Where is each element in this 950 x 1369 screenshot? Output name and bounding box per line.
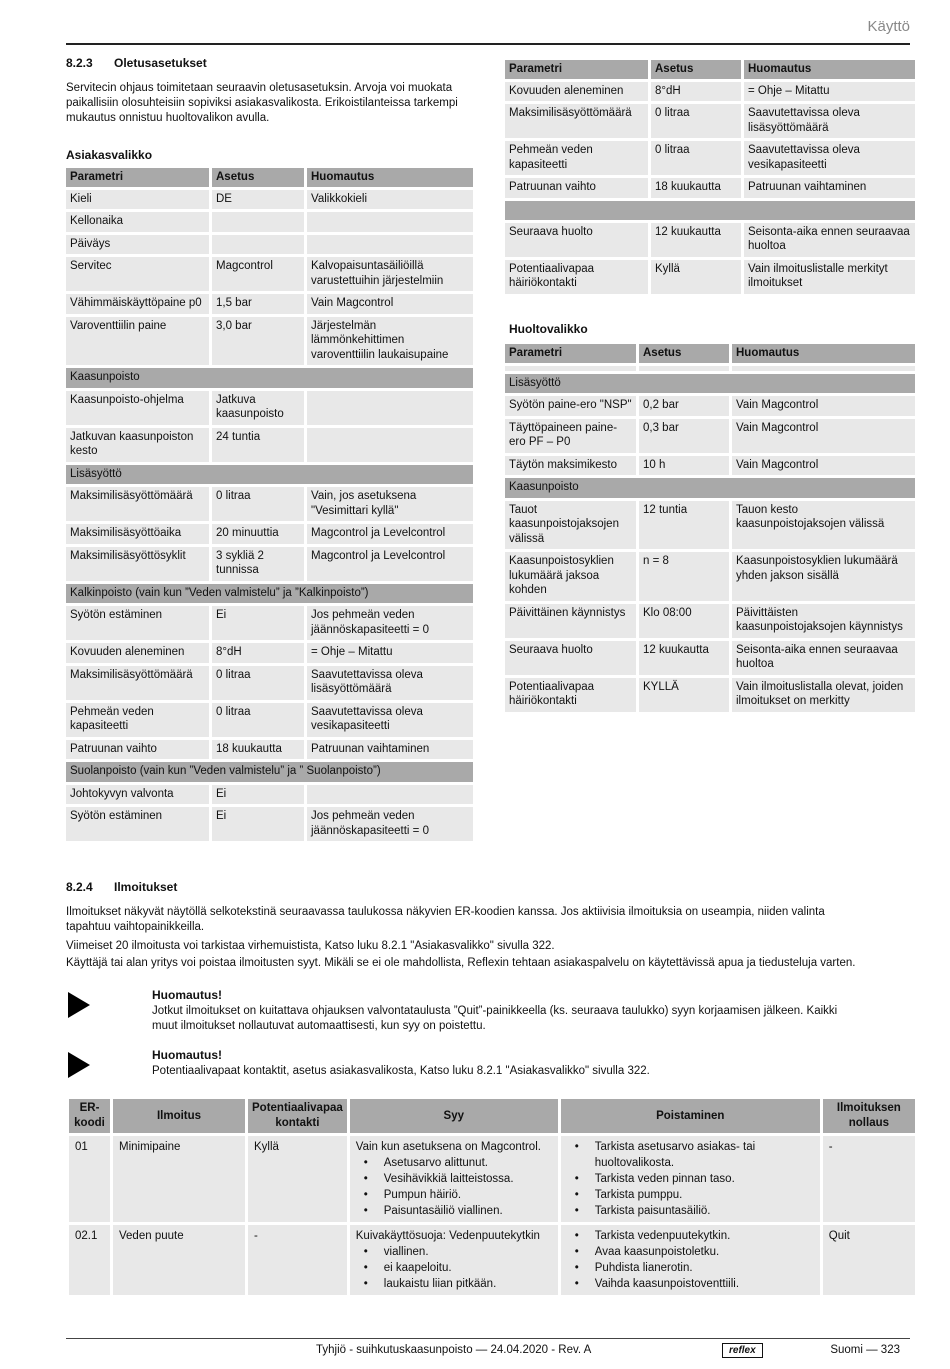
section-title-824 <box>66 880 177 894</box>
value-cell: 3 sykliä 2 tunnissa <box>212 547 304 581</box>
param-cell: Maksimilisäsyöttömäärä <box>66 666 209 700</box>
param-cell: Maksimilisäsyöttömäärä <box>66 487 209 521</box>
table-row <box>505 178 915 198</box>
param-cell: Kovuuden aleneminen <box>66 643 209 663</box>
group-row <box>66 465 473 485</box>
value-cell: 12 kuukautta <box>651 223 741 257</box>
group-label: Kalkinpoisto (vain kun ”Veden valmistelu” ja ”Kalkinpoisto”) <box>66 584 473 604</box>
param-cell: Kieli <box>66 190 209 210</box>
value-cell: 0 litraa <box>651 104 741 138</box>
er-code: 01 <box>69 1136 110 1222</box>
value-cell: 0 litraa <box>212 487 304 521</box>
note-cell: Seisonta-aika ennen seuraavaa huoltoa <box>732 641 915 675</box>
col-header: Ilmoitus <box>113 1099 245 1133</box>
running-header: Käyttö <box>867 18 910 35</box>
note-cell: Vain ilmoituslistalla olevat, joiden ilmoitukset on merkitty <box>732 678 915 712</box>
ilmoitukset-paragraph-1: Ilmoitukset näkyvät näytöllä selkotekstinä seuraavassa taulukossa näkyvien ER-koodien kanssa. Jos aktiivisia ilmoituksia on useampia, niiden valinta tapahtuu vaihtopainikkeilla. <box>66 906 825 933</box>
table-row <box>505 141 915 175</box>
er-codes-table <box>66 1096 918 1298</box>
table-row <box>66 428 473 462</box>
table-row <box>66 190 473 210</box>
footer-document-title: Tyhjiö - suihkutuskaasunpoisto — 24.04.2020 - Rev. A <box>316 1344 592 1356</box>
note-cell: Jos pehmeän veden jäännöskapasiteetti = 0 <box>307 807 473 841</box>
value-cell: 0,2 bar <box>639 396 729 416</box>
er-cause <box>350 1225 558 1295</box>
note-cell: Valikkokieli <box>307 190 473 210</box>
value-cell: DE <box>212 190 304 210</box>
value-cell <box>212 235 304 255</box>
footer-rule <box>66 1338 910 1339</box>
er-code: 02.1 <box>69 1225 110 1295</box>
value-cell: 18 kuukautta <box>651 178 741 198</box>
note-cell: Vain Magcontrol <box>732 419 915 453</box>
reflex-logo: reflex <box>722 1343 763 1358</box>
col-header: Asetus <box>651 60 741 79</box>
section-heading: Oletusasetukset <box>114 56 207 70</box>
note-cell: Vain Magcontrol <box>307 294 473 314</box>
cause-intro: Vain kun asetuksena on Magcontrol. <box>355 1141 541 1153</box>
note-text: Potentiaalivapaat kontaktit, asetus asiakasvalikosta, Katso luku 8.2.1 "Asiakasvalikko" sivulla 322. <box>152 1065 650 1077</box>
note-text: Jotkut ilmoitukset on kuitattava ohjauksen valvontataulusta ”Quit”-painikkeella (ks. seuraava taulukko) syyn korjaamisen jälkeen. Kaikki muut ilmoitukset nollautuvat automaattisesti, kun syy on poistettu. <box>152 1005 838 1032</box>
value-cell: Ei <box>212 807 304 841</box>
note-cell: Tauon kesto kaasunpoistojaksojen välissä <box>732 501 915 550</box>
note-cell: Vain Magcontrol <box>732 396 915 416</box>
table-row <box>505 82 915 102</box>
asiakasvalikko-heading: Asiakasvalikko <box>66 148 153 162</box>
col-header: Asetus <box>639 344 729 363</box>
table-row <box>66 807 473 841</box>
param-cell: Täytön maksimikesto <box>505 456 636 476</box>
note-cell: Saavutettavissa oleva lisäsyöttömäärä <box>307 666 473 700</box>
value-cell: Klo 08:00 <box>639 604 729 638</box>
param-cell: Servitec <box>66 257 209 291</box>
list-item: • Tarkista paisuntasäiliö. <box>567 1203 814 1219</box>
er-cause <box>350 1136 558 1222</box>
group-row <box>66 368 473 388</box>
note-cell <box>307 428 473 462</box>
table-row <box>66 547 473 581</box>
value-cell: 8°dH <box>212 643 304 663</box>
list-item: • Asetusarvo alittunut. <box>356 1155 552 1171</box>
list-item: • Pumpun häiriö. <box>356 1187 552 1203</box>
value-cell: 1,5 bar <box>212 294 304 314</box>
note-cell: Vain ilmoituslistalle merkityt ilmoitukset <box>744 260 915 294</box>
table-row <box>66 643 473 663</box>
param-cell: Maksimilisäsyöttösyklit <box>66 547 209 581</box>
table-row <box>66 524 473 544</box>
list-item: • Vesihävikkiä laitteistossa. <box>356 1171 552 1187</box>
note-cell: = Ohje – Mitattu <box>744 82 915 102</box>
note-cell: Saavutettavissa oleva vesikapasiteetti <box>744 141 915 175</box>
ilmoitukset-paragraph-2: Viimeiset 20 ilmoitusta voi tarkistaa virhemuistista, Katso luku 8.2.1 "Asiakasvalikko" sivulla 322. <box>66 940 555 952</box>
param-cell: Potentiaalivapaa häiriökontakti <box>505 678 636 712</box>
table-row <box>66 257 473 291</box>
table-row <box>69 1136 915 1222</box>
group-row <box>505 478 915 498</box>
value-cell: 0,3 bar <box>639 419 729 453</box>
col-header: Huomautus <box>732 344 915 363</box>
note-cell: Jos pehmeän veden jäännöskapasiteetti = 0 <box>307 606 473 640</box>
er-message: Veden puute <box>113 1225 245 1295</box>
er-reset: - <box>823 1136 915 1222</box>
col-header: Potentiaalivapaa kontakti <box>248 1099 347 1133</box>
table-row <box>505 396 915 416</box>
table-row <box>66 785 473 805</box>
table-row <box>66 212 473 232</box>
list-item: • Tarkista asetusarvo asiakas- tai huoltovalikosta. <box>567 1139 814 1171</box>
col-header: ER-koodi <box>69 1099 110 1133</box>
value-cell: 0 litraa <box>212 703 304 737</box>
param-cell: Varoventtiilin paine <box>66 317 209 366</box>
param-cell: Johtokyvyn valvonta <box>66 785 209 805</box>
note-cell <box>307 391 473 425</box>
param-cell: Vähimmäiskäyttöpaine p0 <box>66 294 209 314</box>
param-cell: Päiväys <box>66 235 209 255</box>
huoltovalikko-table <box>502 341 918 715</box>
er-reset: Quit <box>823 1225 915 1295</box>
value-cell: 0 litraa <box>212 666 304 700</box>
value-cell: 10 h <box>639 456 729 476</box>
section-number: 8.2.4 <box>66 880 93 894</box>
param-cell: Kellonaika <box>66 212 209 232</box>
col-header: Parametri <box>505 344 636 363</box>
param-cell: Pehmeän veden kapasiteetti <box>66 703 209 737</box>
table-row <box>505 604 915 638</box>
group-label: Lisäsyöttö <box>66 465 473 485</box>
value-cell: Magcontrol <box>212 257 304 291</box>
param-cell: Jatkuvan kaasunpoiston kesto <box>66 428 209 462</box>
note-cell <box>307 235 473 255</box>
param-cell: Kaasunpoisto-ohjelma <box>66 391 209 425</box>
list-item: • ei kaapeloitu. <box>356 1260 552 1276</box>
col-header: Ilmoituksen nollaus <box>823 1099 915 1133</box>
value-cell: 3,0 bar <box>212 317 304 366</box>
value-cell: 8°dH <box>651 82 741 102</box>
list-item: • viallinen. <box>356 1244 552 1260</box>
group-label: Kaasunpoisto <box>505 478 915 498</box>
list-item: • Puhdista lianerotin. <box>567 1260 814 1276</box>
note-cell: = Ohje – Mitattu <box>307 643 473 663</box>
group-row <box>66 762 473 782</box>
param-cell: Kaasunpoistosyklien lukumäärä jaksoa kohden <box>505 552 636 601</box>
value-cell: Ei <box>212 606 304 640</box>
list-item: • Tarkista veden pinnan taso. <box>567 1171 814 1187</box>
param-cell: Päivittäinen käynnistys <box>505 604 636 638</box>
intro-paragraph: Servitecin ohjaus toimitetaan seuraavin oletusasetuksin. Arvoja voi muokata paikallisiin olosuhteisiin sopiviksi asiakasvalikosta. Erikoistilanteissa tarkempi mukautus onnistuu huoltovalikon avulla. <box>66 82 458 124</box>
table-row <box>505 678 915 712</box>
value-cell: KYLLÄ <box>639 678 729 712</box>
note-arrow-icon <box>68 992 90 1018</box>
note-cell: Kalvopaisuntasäiliöillä varustettuihin järjestelmiin <box>307 257 473 291</box>
param-cell: Patruunan vaihto <box>505 178 648 198</box>
er-contact: - <box>248 1225 347 1295</box>
param-cell: Täyttöpaineen paine-ero PF – P0 <box>505 419 636 453</box>
value-cell: Ei <box>212 785 304 805</box>
param-cell: Tauot kaasunpoistojaksojen välissä <box>505 501 636 550</box>
param-cell <box>505 366 636 371</box>
asiakasvalikko-continued-table <box>502 57 918 297</box>
value-cell: 0 litraa <box>651 141 741 175</box>
table-row <box>505 260 915 294</box>
col-header: Huomautus <box>744 60 915 79</box>
note-cell: Magcontrol ja Levelcontrol <box>307 524 473 544</box>
cause-intro: Kuivakäyttösuoja: Vedenpuutekytkin <box>355 1230 540 1242</box>
table-row <box>505 419 915 453</box>
value-cell <box>212 212 304 232</box>
param-cell: Maksimilisäsyöttömäärä <box>505 104 648 138</box>
table-row <box>66 391 473 425</box>
note-cell <box>732 366 915 371</box>
table-row <box>66 294 473 314</box>
list-item: • Paisuntasäiliö viallinen. <box>356 1203 552 1219</box>
param-cell: Seuraava huolto <box>505 223 648 257</box>
param-cell: Patruunan vaihto <box>66 740 209 760</box>
param-cell: Seuraava huolto <box>505 641 636 675</box>
value-cell: 12 kuukautta <box>639 641 729 675</box>
col-header: Poistaminen <box>561 1099 820 1133</box>
note-title: Huomautus! <box>152 1048 222 1062</box>
group-row <box>505 201 915 220</box>
note-cell: Vain Magcontrol <box>732 456 915 476</box>
table-row <box>505 104 915 138</box>
group-label: Lisäsyöttö <box>505 374 915 394</box>
table-row <box>66 317 473 366</box>
group-row <box>505 374 915 394</box>
note-cell <box>307 785 473 805</box>
param-cell: Syötön paine-ero "NSP" <box>505 396 636 416</box>
list-item: • Vaihda kaasunpoistoventtiili. <box>567 1276 814 1292</box>
list-item: • Tarkista pumppu. <box>567 1187 814 1203</box>
note-arrow-icon <box>68 1052 90 1078</box>
param-cell: Syötön estäminen <box>66 807 209 841</box>
value-cell: 12 tuntia <box>639 501 729 550</box>
table-row <box>66 703 473 737</box>
table-row <box>505 223 915 257</box>
note-cell: Kaasunpoistosyklien lukumäärä yhden jakson sisällä <box>732 552 915 601</box>
huoltovalikko-heading: Huoltovalikko <box>509 322 588 336</box>
er-message: Minimipaine <box>113 1136 245 1222</box>
value-cell: n = 8 <box>639 552 729 601</box>
table-row <box>505 456 915 476</box>
param-cell: Kovuuden aleneminen <box>505 82 648 102</box>
col-header: Parametri <box>66 168 209 187</box>
table-row <box>505 641 915 675</box>
footer-page-number: Suomi — 323 <box>830 1344 900 1356</box>
note-cell: Patruunan vaihtaminen <box>744 178 915 198</box>
note-title: Huomautus! <box>152 988 222 1002</box>
param-cell: Pehmeän veden kapasiteetti <box>505 141 648 175</box>
param-cell: Potentiaalivapaa häiriökontakti <box>505 260 648 294</box>
section-title-823 <box>66 56 207 70</box>
table-row <box>505 552 915 601</box>
table-row <box>66 235 473 255</box>
value-cell <box>639 366 729 371</box>
note-cell: Saavutettavissa oleva vesikapasiteetti <box>307 703 473 737</box>
value-cell: 20 minuuttia <box>212 524 304 544</box>
er-fix <box>561 1136 820 1222</box>
note-cell <box>307 212 473 232</box>
table-row <box>66 606 473 640</box>
header-rule <box>66 43 910 45</box>
group-label: Suolanpoisto (vain kun ”Veden valmistelu” ja ” Suolanpoisto”) <box>66 762 473 782</box>
note-cell: Magcontrol ja Levelcontrol <box>307 547 473 581</box>
section-heading: Ilmoitukset <box>114 880 178 894</box>
col-header: Huomautus <box>307 168 473 187</box>
list-item: • Avaa kaasunpoistoletku. <box>567 1244 814 1260</box>
group-label: Kaasunpoisto <box>66 368 473 388</box>
er-contact: Kyllä <box>248 1136 347 1222</box>
note-cell: Saavutettavissa oleva lisäsyöttömäärä <box>744 104 915 138</box>
table-row <box>505 366 915 371</box>
table-row <box>66 740 473 760</box>
list-item: • laukaistu liian pitkään. <box>356 1276 552 1292</box>
group-row <box>66 584 473 604</box>
note-cell: Patruunan vaihtaminen <box>307 740 473 760</box>
ilmoitukset-paragraph-3: Käyttäjä tai alan yritys voi poistaa ilmoitusten syyt. Mikäli se ei ole mahdollista, Reflexin tehtaan asiakaspalvelu on käytettävissä apua ja tiedusteluja varten. <box>66 957 856 969</box>
param-cell: Maksimilisäsyöttöaika <box>66 524 209 544</box>
section-number: 8.2.3 <box>66 56 93 70</box>
group-label <box>505 201 915 220</box>
note-cell: Järjestelmän lämmönkehittimen varoventtiilin laukaisupaine <box>307 317 473 366</box>
value-cell: 18 kuukautta <box>212 740 304 760</box>
note-cell: Seisonta-aika ennen seuraavaa huoltoa <box>744 223 915 257</box>
asiakasvalikko-table <box>63 165 476 844</box>
list-item: • Tarkista vedenpuutekytkin. <box>567 1228 814 1244</box>
note-cell: Päivittäisten kaasunpoistojaksojen käynnistys <box>732 604 915 638</box>
table-row <box>69 1225 915 1295</box>
note-cell: Vain, jos asetuksena "Vesimittari kyllä" <box>307 487 473 521</box>
param-cell: Syötön estäminen <box>66 606 209 640</box>
col-header: Syy <box>350 1099 558 1133</box>
table-row <box>505 501 915 550</box>
table-row <box>66 487 473 521</box>
col-header: Asetus <box>212 168 304 187</box>
value-cell: Kyllä <box>651 260 741 294</box>
value-cell: Jatkuva kaasunpoisto <box>212 391 304 425</box>
col-header: Parametri <box>505 60 648 79</box>
value-cell: 24 tuntia <box>212 428 304 462</box>
er-fix <box>561 1225 820 1295</box>
table-row <box>66 666 473 700</box>
